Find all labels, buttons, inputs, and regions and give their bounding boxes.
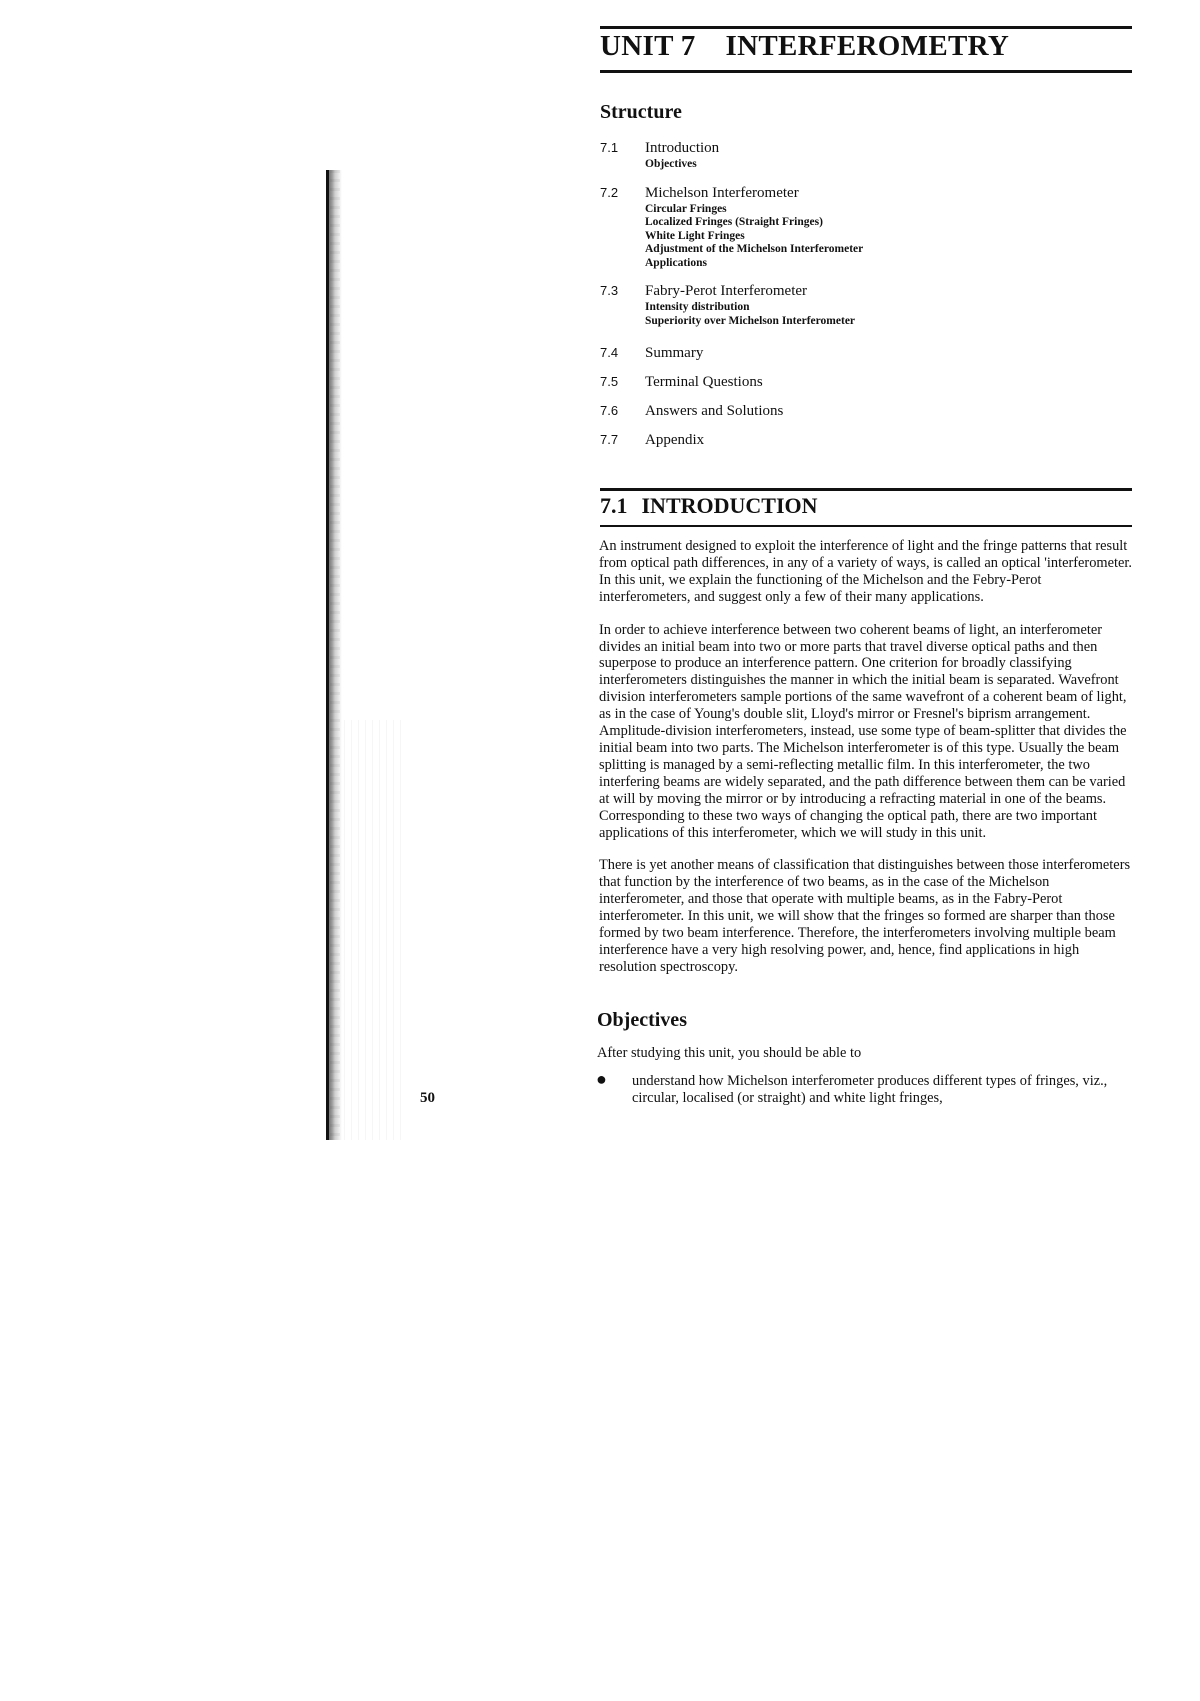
toc-item <box>600 184 1130 271</box>
toc-title: Michelson Interferometer <box>645 184 799 201</box>
scan-speckle <box>344 720 404 1140</box>
objective-item <box>596 1069 1136 1107</box>
toc-subitem: Circular Fringes <box>645 202 727 215</box>
toc-subitem: Superiority over Michelson Interferometer <box>645 314 856 327</box>
toc-subitem: Objectives <box>645 158 697 170</box>
unit-title-text: INTERFEROMETRY <box>725 30 1010 62</box>
section-heading <box>600 493 818 519</box>
objective-text: understand how Michelson interferometer produces different types of fringes, viz., circular, localised (or straight) and white light fringes, <box>632 1073 1108 1106</box>
toc-number: 7.4 <box>600 345 619 360</box>
paragraph: There is yet another means of classification that distinguishes between those interferometers that function by the interference of two beams, as in the case of the Michelson interferometer, and those that operate with multiple beams, as in the Fabry-Perot interferometer. In this unit, we will show that the fringes so formed are sharper than those formed by two beam interference. Therefore, the interferometers involving multiple beam interference have a very high resolving power, and, hence, find applications in high resolution spectroscopy. <box>599 857 1131 975</box>
section-title: INTRODUCTION <box>641 493 818 518</box>
top-rule <box>600 26 1132 29</box>
bullet-icon: ● <box>596 1069 607 1089</box>
toc-number: 7.2 <box>600 184 619 200</box>
unit-title <box>600 30 1009 63</box>
section-top-rule <box>600 488 1132 491</box>
introduction-body <box>599 538 1134 992</box>
toc-item <box>600 431 1130 450</box>
toc-item <box>600 282 1130 328</box>
toc-subitem: Localized Fringes (Straight Fringes) <box>645 216 823 228</box>
toc-number: 7.5 <box>600 374 619 389</box>
toc-title: Summary <box>645 345 704 361</box>
paragraph: In order to achieve interference between two coherent beams of light, an interferometer divides an initial beam into two or more parts that travel diverse optical paths and then superpose to produce an interference pattern. One criterion for broadly classifying interferometers distinguishes the manner in which the initial beam is separated. Wavefront division interferometers sample portions of the same wavefront of a coherent beam of light, as in the case of Young's double slit, Lloyd's mirror or Fresnel's biprism arrangement. Amplitude-division interferometers, instead, use some type of beam-splitter that divides the initial beam into two parts. The Michelson interferometer is of this type. Usually the beam splitting is managed by a semi-reflecting metallic film. In this interferometer, the two interfering beams are widely separated, and the path difference between them can be varied at will by moving the mirror or by introducing a refracting material in one of the beams. Corresponding to these two ways of changing the optical path, there are two important applications of this interferometer, which we will study in this unit. <box>599 621 1127 841</box>
toc-number: 7.1 <box>600 140 619 155</box>
toc-title: Introduction <box>645 140 720 156</box>
toc-item <box>600 373 1130 392</box>
toc-number: 7.6 <box>600 403 619 418</box>
toc-title: Appendix <box>645 432 705 448</box>
paragraph: An instrument designed to exploit the interference of light and the fringe patterns that result from optical path differences, in any of a variety of ways, is called an optical 'interferometer. In this unit, we explain the functioning of the Michelson and the Febry-Perot interferometers, and suggest only a few of their many applications. <box>599 538 1132 605</box>
table-of-contents <box>600 139 1130 456</box>
toc-number: 7.3 <box>600 283 619 298</box>
section-number: 7.1 <box>600 493 628 518</box>
toc-subitem: White Light Fringes <box>645 229 745 242</box>
toc-title: Fabry-Perot Interferometer <box>645 283 808 299</box>
unit-label: UNIT 7 <box>600 30 696 62</box>
toc-item <box>600 139 1130 172</box>
toc-subitem: Intensity distribution <box>645 301 750 313</box>
page-number: 50 <box>420 1090 435 1106</box>
toc-subitem: Adjustment of the Michelson Interferometer <box>645 243 864 255</box>
book-spine-shadow <box>326 170 342 1140</box>
toc-subitem: Applications <box>645 256 707 269</box>
toc-item <box>600 402 1130 421</box>
title-underline <box>600 70 1132 73</box>
toc-title: Terminal Questions <box>645 374 763 390</box>
objectives-heading: Objectives <box>597 1009 687 1031</box>
section-underline <box>600 525 1132 527</box>
toc-number: 7.7 <box>600 432 619 447</box>
objectives-intro: After studying this unit, you should be able to <box>597 1045 862 1061</box>
structure-heading: Structure <box>600 101 682 123</box>
toc-item <box>600 344 1130 363</box>
toc-title: Answers and Solutions <box>645 403 784 419</box>
